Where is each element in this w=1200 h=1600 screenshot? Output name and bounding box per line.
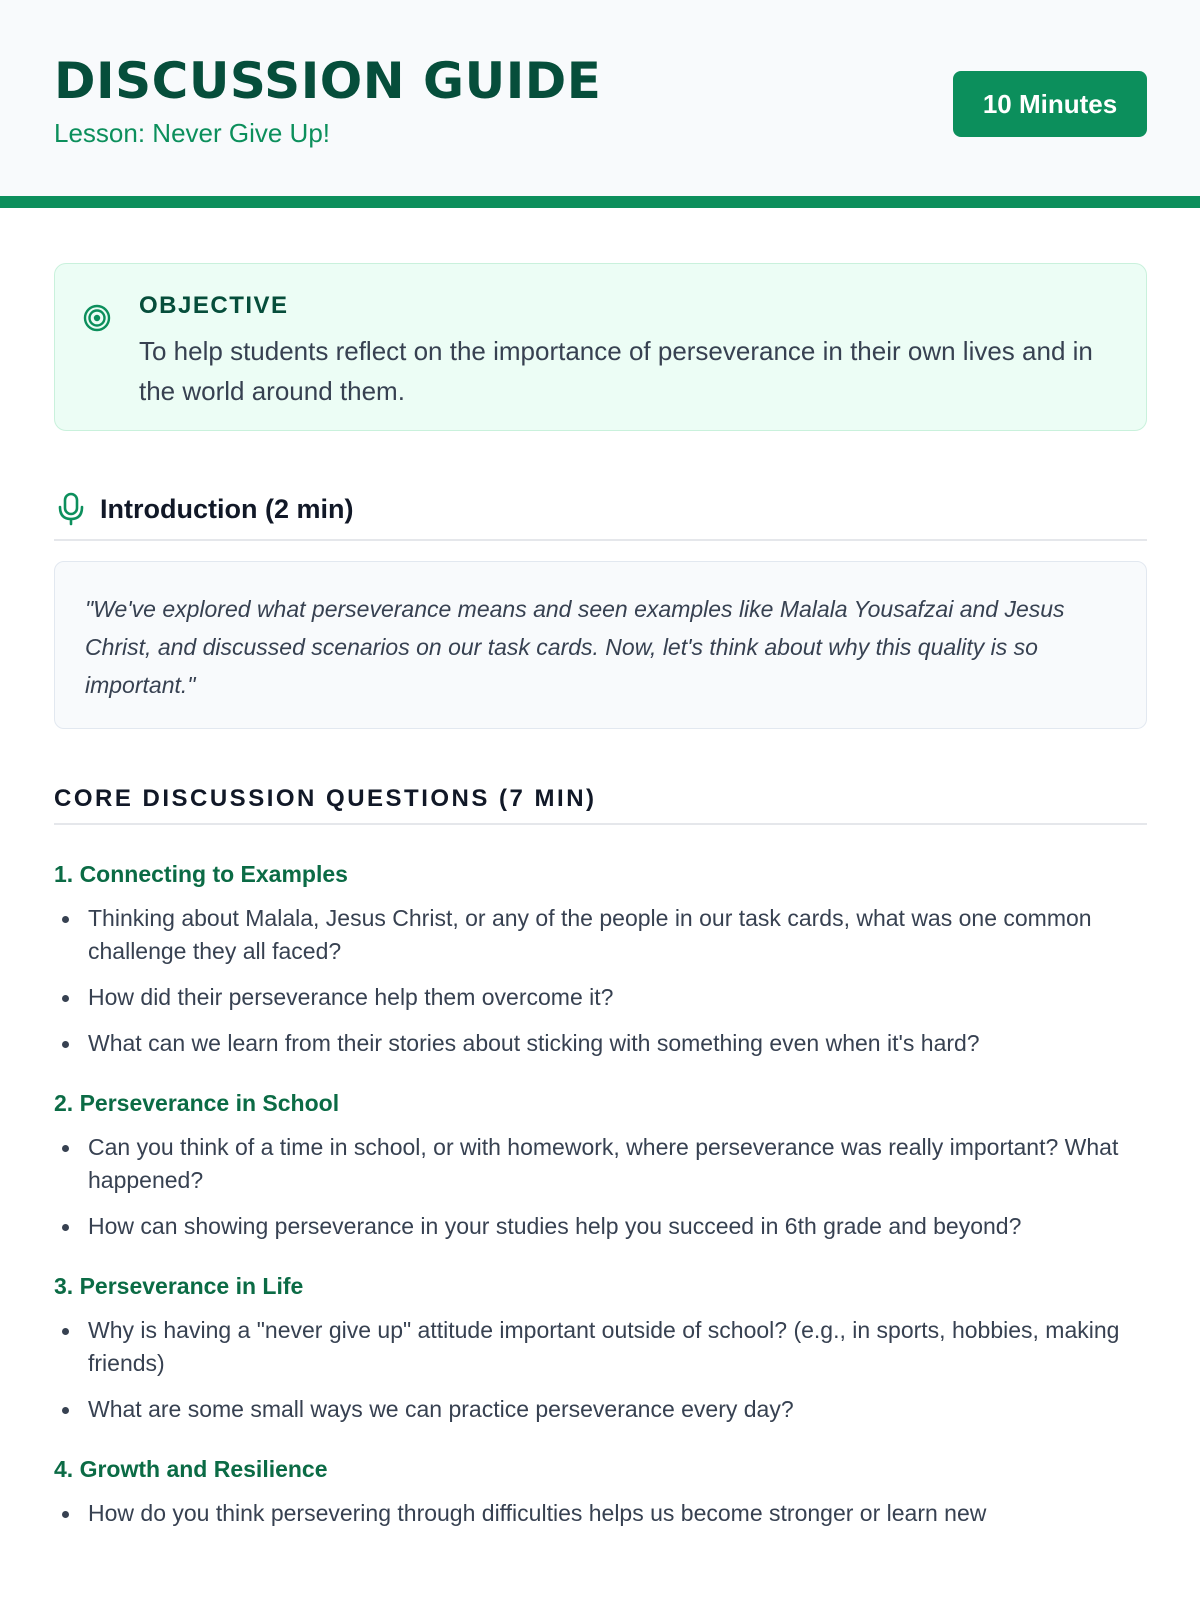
- microphone-icon: [56, 492, 86, 526]
- question-group: [54, 1456, 1147, 1530]
- question-group-title: 4. Growth and Resilience: [54, 1456, 328, 1482]
- introduction-quote: "We've explored what perseverance means and seen examples like Malala Yousafzai and Jesus Christ, and discussed scenarios on our task cards. Now, let's think about why this quality is so important.": [54, 561, 1147, 729]
- question-list: [54, 1314, 1147, 1426]
- question-item: How did their perseverance help them overcome it?: [54, 981, 1147, 1014]
- core-questions-heading: CORE DISCUSSION QUESTIONS (7 MIN): [54, 785, 1147, 825]
- question-group: [54, 1273, 1147, 1426]
- question-item: How do you think persevering through difficulties helps us become stronger or learn new: [54, 1497, 1147, 1530]
- lesson-subtitle: Lesson: Never Give Up!: [54, 118, 331, 148]
- introduction-heading: [54, 487, 1147, 541]
- question-group-title: 3. Perseverance in Life: [54, 1273, 304, 1299]
- question-item: What are some small ways we can practice perseverance every day?: [54, 1393, 1147, 1426]
- main-content: [0, 263, 1200, 1530]
- objective-text: To help students reflect on the importance of perseverance in their own lives and in the world around them.: [139, 335, 1093, 406]
- question-group: [54, 1090, 1147, 1243]
- question-list: [54, 902, 1147, 1060]
- question-list: [54, 1497, 1147, 1530]
- duration-badge[interactable]: 10 Minutes: [953, 71, 1147, 137]
- question-item: How can showing perseverance in your studies help you succeed in 6th grade and beyond?: [54, 1210, 1147, 1243]
- question-group-title: 2. Perseverance in School: [54, 1090, 340, 1116]
- question-group: [54, 861, 1147, 1060]
- objective-card: [54, 263, 1147, 431]
- question-item: What can we learn from their stories about sticking with something even when it's hard?: [54, 1027, 1147, 1060]
- target-icon: [83, 304, 111, 332]
- introduction-title: Introduction (2 min): [100, 493, 354, 524]
- question-item: Thinking about Malala, Jesus Christ, or any of the people in our task cards, what was one common challenge they all faced?: [54, 902, 1147, 968]
- question-item: Why is having a "never give up" attitude important outside of school? (e.g., in sports, hobbies, making friends): [54, 1314, 1147, 1380]
- question-group-title: 1. Connecting to Examples: [54, 861, 348, 887]
- objective-label: OBJECTIVE: [139, 292, 289, 319]
- header: [0, 0, 1200, 208]
- page-title: DISCUSSION GUIDE: [54, 52, 602, 110]
- question-groups: [54, 861, 1147, 1530]
- question-item: Can you think of a time in school, or with homework, where perseverance was really important? What happened?: [54, 1131, 1147, 1197]
- question-list: [54, 1131, 1147, 1243]
